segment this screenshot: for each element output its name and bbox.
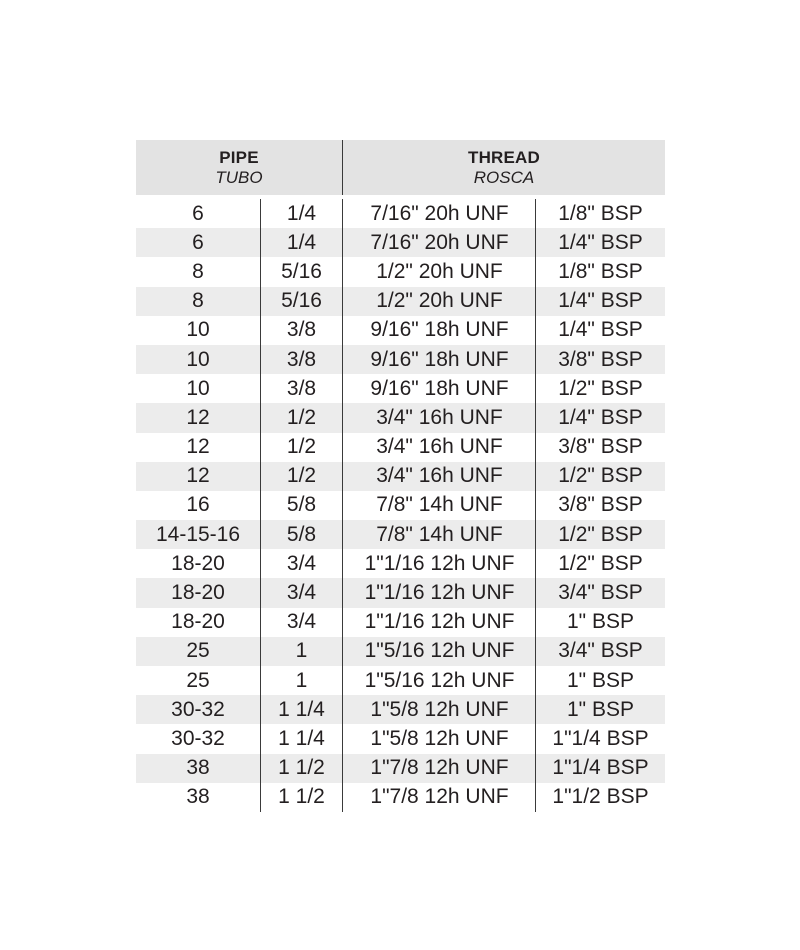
table-row [136, 637, 665, 666]
pipe-inch-cell: 1 [295, 668, 308, 692]
thread-bsp-cell: 1" BSP [567, 697, 634, 721]
thread-unf-cell: 1"7/8 12h UNF [370, 756, 509, 780]
thread-bsp-cell: 1/8" BSP [558, 259, 643, 283]
pipe-header-title: PIPE [219, 147, 259, 167]
thread-bsp-cell: 1/4" BSP [558, 289, 643, 313]
thread-header-title: THREAD [467, 147, 541, 167]
pipe-inch-cell: 5/8 [286, 493, 317, 517]
pipe-size-cell: 10 [186, 376, 210, 400]
pipe-inch-cell: 1/4 [286, 201, 317, 225]
thread-bsp-cell: 1/2" BSP [558, 522, 643, 546]
pipe-inch-cell: 3/4 [286, 610, 317, 634]
pipe-size-cell: 8 [192, 289, 204, 313]
column-divider [535, 199, 536, 812]
pipe-inch-cell: 1 1/2 [278, 785, 325, 809]
pipe-size-cell: 18-20 [171, 551, 225, 575]
pipe-inch-cell: 1/4 [286, 230, 317, 254]
thread-header [343, 140, 665, 195]
thread-bsp-cell: 1"1/4 BSP [552, 756, 649, 780]
thread-unf-cell: 3/4" 16h UNF [376, 435, 503, 459]
thread-unf-cell: 1"5/16 12h UNF [364, 668, 515, 692]
thread-unf-cell: 7/8" 14h UNF [376, 493, 503, 517]
pipe-size-cell: 25 [186, 639, 210, 663]
pipe-header-subtitle: TUBO [215, 167, 263, 187]
pipe-inch-cell: 1/2 [286, 435, 317, 459]
thread-unf-cell: 9/16" 18h UNF [370, 376, 509, 400]
table-row [136, 228, 665, 257]
pipe-size-cell: 38 [186, 756, 210, 780]
table-row [136, 345, 665, 374]
pipe-inch-cell: 5/16 [281, 259, 322, 283]
thread-unf-cell: 1"1/16 12h UNF [364, 610, 515, 634]
pipe-size-cell: 6 [192, 201, 204, 225]
table-header [136, 140, 665, 195]
thread-bsp-cell: 1"1/4 BSP [552, 726, 649, 750]
column-divider [342, 199, 343, 812]
thread-bsp-cell: 1/2" BSP [558, 551, 643, 575]
pipe-size-cell: 25 [186, 668, 210, 692]
thread-bsp-cell: 1" BSP [567, 668, 634, 692]
thread-unf-cell: 7/8" 14h UNF [376, 522, 503, 546]
thread-unf-cell: 1"1/16 12h UNF [364, 581, 515, 605]
table-row [136, 316, 665, 345]
thread-bsp-cell: 1"1/2 BSP [552, 785, 649, 809]
pipe-size-cell: 30-32 [171, 726, 225, 750]
table-row [136, 199, 665, 228]
pipe-inch-cell: 1/2 [286, 464, 317, 488]
thread-unf-cell: 3/4" 16h UNF [376, 405, 503, 429]
pipe-inch-cell: 1 [295, 639, 308, 663]
thread-bsp-cell: 1/4" BSP [558, 318, 643, 342]
thread-unf-cell: 1"5/16 12h UNF [364, 639, 515, 663]
pipe-size-cell: 10 [186, 347, 210, 371]
pipe-size-cell: 16 [186, 493, 210, 517]
pipe-size-cell: 12 [186, 405, 210, 429]
pipe-size-cell: 38 [186, 785, 210, 809]
pipe-header [136, 140, 342, 195]
table-row [136, 491, 665, 520]
thread-bsp-cell: 1/2" BSP [558, 464, 643, 488]
table-row [136, 462, 665, 491]
table-row [136, 724, 665, 753]
pipe-inch-cell: 1/2 [286, 405, 317, 429]
thread-bsp-cell: 3/8" BSP [558, 493, 643, 517]
pipe-inch-cell: 1 1/2 [278, 756, 325, 780]
pipe-thread-table [136, 140, 665, 812]
thread-unf-cell: 1"5/8 12h UNF [370, 726, 509, 750]
pipe-size-cell: 18-20 [171, 610, 225, 634]
table-row [136, 287, 665, 316]
table-row [136, 578, 665, 607]
thread-unf-cell: 9/16" 18h UNF [370, 347, 509, 371]
table-row [136, 608, 665, 637]
table-row [136, 520, 665, 549]
thread-unf-cell: 1"7/8 12h UNF [370, 785, 509, 809]
pipe-inch-cell: 5/16 [281, 289, 322, 313]
pipe-size-cell: 18-20 [171, 581, 225, 605]
column-divider [260, 199, 261, 812]
pipe-inch-cell: 3/8 [286, 376, 317, 400]
table-row [136, 374, 665, 403]
pipe-size-cell: 8 [192, 259, 204, 283]
thread-unf-cell: 7/16" 20h UNF [370, 230, 509, 254]
thread-unf-cell: 1"1/16 12h UNF [364, 551, 515, 575]
pipe-size-cell: 6 [192, 230, 204, 254]
thread-unf-cell: 1/2" 20h UNF [376, 259, 503, 283]
pipe-size-cell: 12 [186, 464, 210, 488]
thread-unf-cell: 1"5/8 12h UNF [370, 697, 509, 721]
pipe-inch-cell: 3/8 [286, 318, 317, 342]
thread-unf-cell: 7/16" 20h UNF [370, 201, 509, 225]
pipe-size-cell: 30-32 [171, 697, 225, 721]
thread-bsp-cell: 3/8" BSP [558, 347, 643, 371]
pipe-inch-cell: 1 1/4 [278, 697, 325, 721]
thread-unf-cell: 1/2" 20h UNF [376, 289, 503, 313]
thread-bsp-cell: 3/4" BSP [558, 639, 643, 663]
thread-bsp-cell: 1/4" BSP [558, 405, 643, 429]
pipe-size-cell: 12 [186, 435, 210, 459]
pipe-inch-cell: 5/8 [286, 522, 317, 546]
thread-unf-cell: 9/16" 18h UNF [370, 318, 509, 342]
pipe-size-cell: 14-15-16 [155, 522, 241, 546]
thread-bsp-cell: 1/2" BSP [558, 376, 643, 400]
thread-bsp-cell: 1" BSP [567, 610, 634, 634]
table-body [136, 199, 665, 812]
table-row [136, 549, 665, 578]
table-row [136, 783, 665, 812]
pipe-inch-cell: 3/4 [286, 551, 317, 575]
pipe-inch-cell: 3/8 [286, 347, 317, 371]
thread-unf-cell: 3/4" 16h UNF [376, 464, 503, 488]
table-row [136, 257, 665, 286]
thread-bsp-cell: 3/4" BSP [558, 581, 643, 605]
table-row [136, 695, 665, 724]
thread-header-subtitle: ROSCA [473, 167, 535, 187]
table-row [136, 403, 665, 432]
pipe-inch-cell: 1 1/4 [278, 726, 325, 750]
thread-bsp-cell: 1/8" BSP [558, 201, 643, 225]
thread-bsp-cell: 3/8" BSP [558, 435, 643, 459]
pipe-size-cell: 10 [186, 318, 210, 342]
table-row [136, 666, 665, 695]
thread-bsp-cell: 1/4" BSP [558, 230, 643, 254]
pipe-inch-cell: 3/4 [286, 581, 317, 605]
table-row [136, 433, 665, 462]
table-row [136, 754, 665, 783]
